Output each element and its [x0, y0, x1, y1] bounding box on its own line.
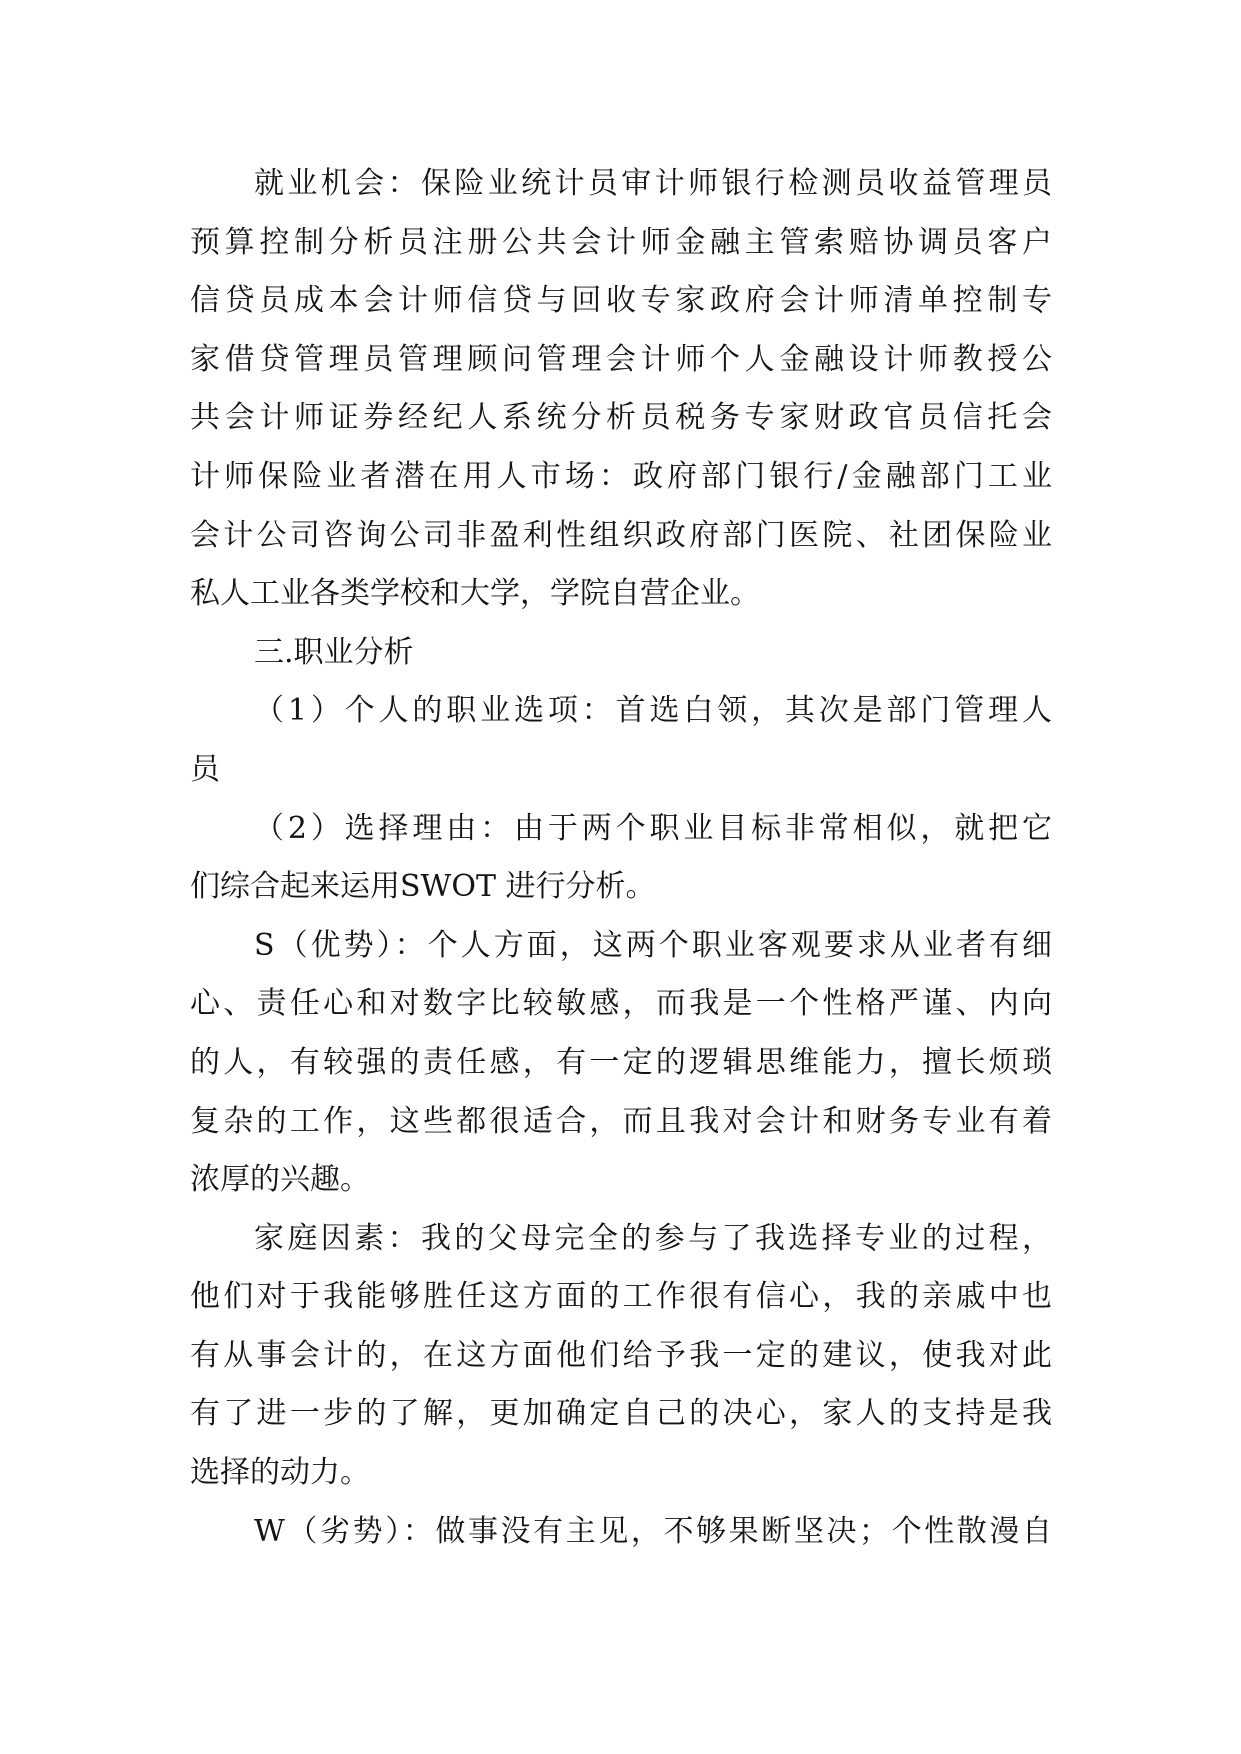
text-line: 的人，有较强的责任感，有一定的逻辑思维能力，擅长烦琐	[190, 1044, 1052, 1080]
text-line: 员	[190, 751, 220, 787]
text-line: 心、责任心和对数字比较敏感，而我是一个性格严谨、内向	[190, 986, 1052, 1022]
text-line: 浓厚的兴趣。	[190, 1162, 370, 1198]
text-line: 信贷员成本会计师信贷与回收专家政府会计师清单控制专	[190, 283, 1052, 319]
paragraph-family-factors	[190, 1210, 1052, 1503]
text-line: 有了进一步的了解，更加确定自己的决心，家人的支持是我	[190, 1396, 1052, 1432]
text-line: 私人工业各类学校和大学，学院自营企业。	[190, 576, 760, 612]
text-line: 会计公司咨询公司非盈利性组织政府部门医院、社团保险业	[190, 517, 1052, 553]
text-line: 他们对于我能够胜任这方面的工作很有信心，我的亲戚中也	[190, 1279, 1052, 1315]
text-line: 复杂的工作，这些都很适合，而且我对会计和财务专业有着	[190, 1103, 1052, 1139]
text-line: 共会计师证券经纪人系统分析员税务专家财政官员信托会	[190, 400, 1052, 436]
text-line: S（优势）：个人方面，这两个职业客观要求从业者有细	[254, 927, 1052, 963]
section-heading	[190, 624, 1052, 683]
text-line: 有从事会计的，在这方面他们给予我一定的建议，使我对此	[190, 1337, 1052, 1373]
text-line: W（劣势）：做事没有主见，不够果断坚决；个性散漫自	[254, 1513, 1052, 1549]
text-line: 计师保险业者潜在用人市场：政府部门银行/金融部门工业	[190, 458, 1052, 494]
paragraph-employment-opportunities	[190, 155, 1052, 624]
paragraph-strengths	[190, 917, 1052, 1210]
text-line: 选择的动力。	[190, 1455, 370, 1491]
text-line: 们综合起来运用SWOT 进行分析。	[190, 869, 656, 905]
paragraph-selection-reason	[190, 800, 1052, 917]
text-line: 家借贷管理员管理顾问管理会计师个人金融设计师教授公	[190, 341, 1052, 377]
text-line: 预算控制分析员注册公共会计师金融主管索赔协调员客户	[190, 224, 1052, 260]
paragraph-career-options	[190, 682, 1052, 799]
heading-text: 三.职业分析	[254, 634, 414, 670]
text-line: 家庭因素：我的父母完全的参与了我选择专业的过程，	[254, 1220, 1052, 1256]
paragraph-weaknesses	[190, 1503, 1052, 1562]
text-line: 就业机会：保险业统计员审计师银行检测员收益管理员	[254, 166, 1052, 201]
text-line: （1）个人的职业选项：首选白领，其次是部门管理人	[254, 693, 1052, 729]
text-line: （2）选择理由：由于两个职业目标非常相似，就把它	[254, 810, 1052, 846]
document-body	[190, 155, 1052, 1561]
